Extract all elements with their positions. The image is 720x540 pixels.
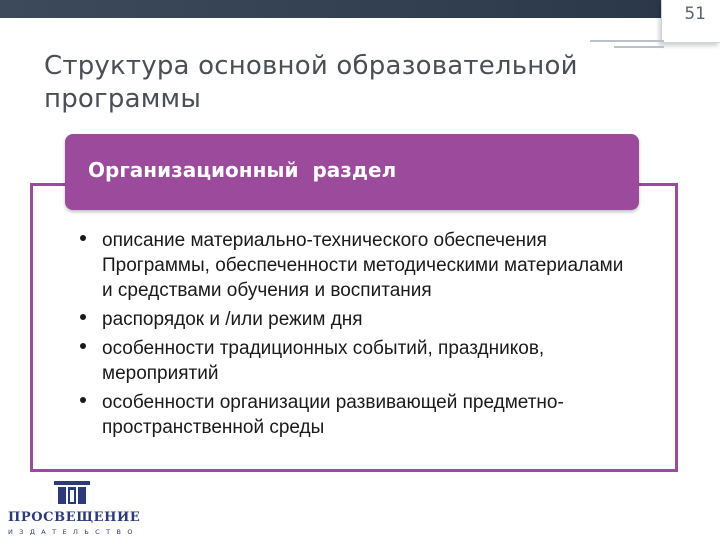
list-item — [78, 228, 638, 303]
logo-subtext: ИЗДАТЕЛЬСТВО — [8, 528, 139, 536]
bullet-text: распорядок и /или режим дня — [102, 309, 363, 330]
bullet-list — [78, 228, 638, 444]
list-item — [78, 390, 638, 440]
bullet-icon — [80, 343, 86, 349]
list-item — [78, 307, 638, 332]
frame-top-right — [636, 183, 678, 186]
logo-mark-icon — [52, 478, 92, 506]
decor-line-2 — [614, 46, 664, 48]
slide-number-tab — [661, 0, 720, 43]
page-title: Структура основной образовательной программы — [44, 51, 578, 114]
bullet-text: описание материально-технического обеспечения Программы, обеспеченности методическими материалами и средствами обучения и воспитания — [102, 230, 624, 301]
slide-number: 51 — [684, 4, 706, 24]
bullet-icon — [80, 235, 86, 241]
top-band — [0, 0, 720, 18]
bullet-text: особенности традиционных событий, праздников, мероприятий — [102, 338, 545, 384]
decor-line-1 — [590, 40, 664, 42]
bullet-icon — [80, 314, 86, 320]
logo-text: ПРОСВЕЩЕНИЕ — [8, 510, 141, 525]
bullet-icon — [80, 397, 86, 403]
section-header: Организационный раздел — [88, 158, 397, 182]
bullet-text: особенности организации развивающей предметно-пространственной среды — [102, 392, 564, 438]
list-item — [78, 336, 638, 386]
